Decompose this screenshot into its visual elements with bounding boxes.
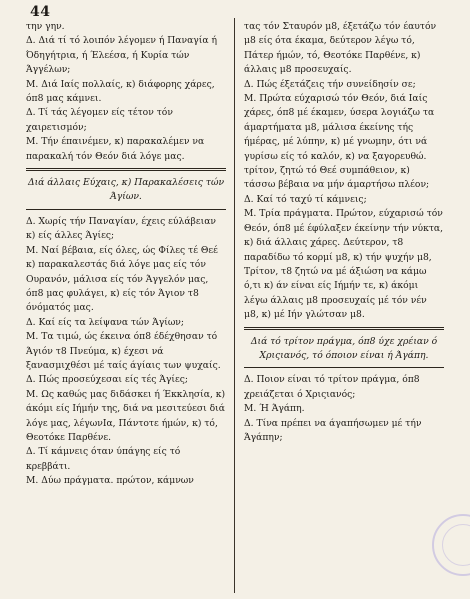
paragraph: Δ. Χωρίς τήν Παναγίαν, έχεις εύλάβειαν κ) είς άλλες Άγίες; bbox=[26, 215, 216, 242]
paragraph: Δ. Καί είς τα λείψανα τών Άγίων; bbox=[26, 316, 184, 328]
section-rule-bottom bbox=[26, 209, 226, 210]
paragraph: Δ. Ποιον είναι τό τρίτον πράγμα, όπ8 χρειάζεται ό Χριςιανός; bbox=[244, 374, 420, 400]
paragraph: Δ. Πώς έξετάζεις τήν συνείδησίν σε; bbox=[244, 78, 416, 90]
paragraph: Μ. Ναί βέβαια, είς όλες, ώς Φίλες τέ Θεέ κ) παρακαλεστάς διά λόγε μας είς τόν Ουρανόν, μάλισα είς τόν Άγγελόν μας, όπ8 μας φυλάγει, κ) είς τόν Άγιον τ8 όνόματός μας. bbox=[26, 244, 218, 314]
column-divider bbox=[234, 18, 235, 593]
paragraph: Μ. Ως καθώς μας διδάσκει ή Έκκλησία, κ) άκόμι είς Ιήμήν της, διά να μεσιτεύεσι διά λόγε μας, λέγωνΙα, Πάντοτε ήμών, κ) τό, Θεοτόκε Παρθένε. bbox=[26, 388, 226, 443]
right-column bbox=[244, 20, 444, 593]
paragraph: Δ. Διά τί τό λοιπόν λέγομεν ή Παναγία ή Όδηγήτρια, ή Έλεέσα, ή Κυρία τών Άγγέλων; bbox=[26, 35, 218, 76]
library-stamp-inner-ring bbox=[442, 524, 470, 566]
paragraph: Μ. Τρία πράγματα. Πρώτον, εύχαρισώ τόν Θεόν, όπ8 μέ έφύλαξεν έκείνην τήν νύκτα, κ) διά άλλαις χάρες. Δεύτερον, τ8 παραδίδω τό κορμί μ8, κ) τήν ψυχήν μ8, Τρίτον, τ8 ζητώ να μέ άξιώση να κάμω ό,τι κ) άν είναι είς Ιήμήν τε, κ) άκόμι λέγω άλλαις μ8 προσευχαίς μέ τόν νέν μ8, κ) μέ Ιήν γλώτσαν μ8. bbox=[244, 208, 444, 321]
text-line: την γην. bbox=[26, 21, 65, 32]
paragraph: Δ. Καί τό ταχύ τί κάμνεις; bbox=[244, 193, 367, 205]
paragraph: Δ. Τίνα πρέπει να άγαπήσωμεν μέ τήν Άγάπην; bbox=[244, 417, 422, 443]
section-rule-top bbox=[26, 168, 226, 171]
paragraph: Μ. Τα τιμώ, ώς έκεινα όπ8 έδέχθησαν τό Άγιόν τ8 Πνεύμα, κ) έχεσι νά ξανασμιχθέσι μέ ταίς άγίαις των ψυχαίς. bbox=[26, 331, 221, 371]
paragraph: Δ. Τί τάς λέγομεν είς τέτον τόν χαιρετισμόν; bbox=[26, 107, 173, 133]
section-heading: Διά τό τρίτον πράγμα, όπ8 ύχε χρέιαν ό Χριςιανός, τό όποιον είναι ή Άγάπη. bbox=[250, 335, 438, 361]
left-column bbox=[26, 20, 226, 593]
page-number: 44 bbox=[30, 4, 51, 20]
paragraph: τας τόν Σταυρόν μ8, έξετάζω τόν έαυτόν μ8 είς ότα έκαμα, δεύτερον λέγω τό, Πάτερ ήμών, τό, Θεοτόκε Παρθένε, κ) άλλαις μ8 προσευχαίς. bbox=[244, 21, 437, 76]
paragraph: Δ. Τί κάμνεις όταν ύπάγης είς τό κρεββάτι. bbox=[26, 446, 181, 472]
paragraph: Μ. Ή Άγάπη. bbox=[244, 403, 305, 415]
section-rule-bottom bbox=[244, 367, 444, 368]
section-rule-top bbox=[244, 327, 444, 330]
paragraph: Δ. Πώς προσεύχεσαι είς τές Άγίες; bbox=[26, 374, 189, 386]
paragraph: Μ. Δύω πράγματα. πρώτον, κάμνων bbox=[26, 475, 194, 487]
section-heading: Διά άλλαις Εύχαις, κ) Παρακαλέσεις τών Άγίων. bbox=[27, 177, 225, 203]
paragraph: Μ. Διά Ιαίς πολλαίς, κ) διάφορης χάρες, όπ8 μας κάμνει. bbox=[26, 78, 215, 105]
paragraph: Μ. Πρώτα εύχαρισώ τόν Θεόν, διά Ιαίς χάρες, όπ8 μέ έκαμεν, ύσερα λογιάζω τα άμαρτήματα μ8, μάλισα έκείνης τής ήμέρας, μέ λύπην, κ) μέ γνωμην, ότι νά γυρίσω είς τό καλόν, κ) να ξαγορευθώ. τρίτον, ζητώ τό Θεέ συμπάθειον, κ) τάσσω βέβαια να μήν άμαρτήσω πλέον; bbox=[244, 93, 435, 191]
paragraph: Μ. Τήν έπαινέμεν, κ) παρακαλέμεν να παρακαλή τόν Θεόν διά λόγε μας. bbox=[26, 136, 205, 162]
